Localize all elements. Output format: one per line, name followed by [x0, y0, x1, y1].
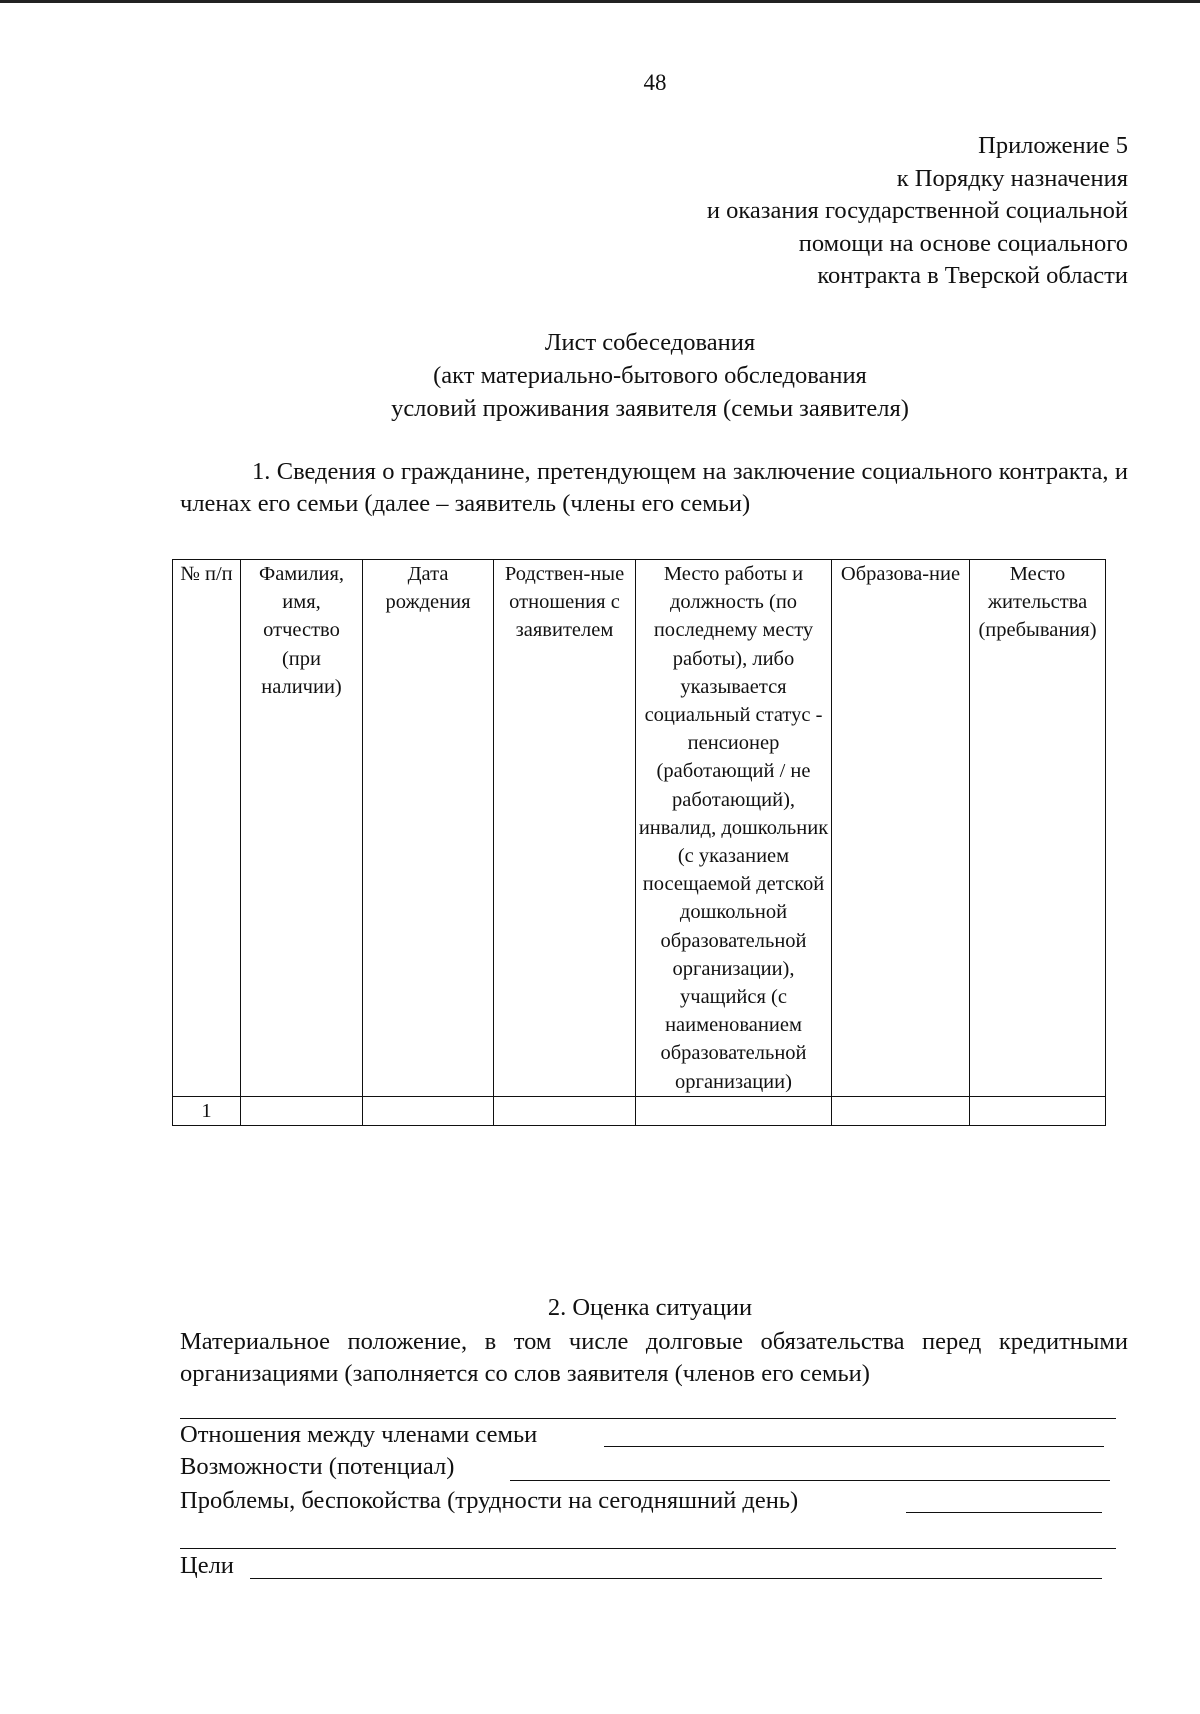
- title-line: условий проживания заявителя (семьи заявителя): [391, 395, 909, 422]
- appendix-line: к Порядку назначения: [896, 164, 1128, 192]
- appendix-line: контракта в Тверской области: [817, 262, 1128, 289]
- column-header-birth-date: Дата рождения: [363, 560, 494, 1097]
- family-members-table: [172, 559, 1106, 1126]
- fill-in-line[interactable]: [180, 1548, 1116, 1549]
- table-cell-number: 1: [173, 1096, 241, 1125]
- table-cell[interactable]: [494, 1096, 636, 1125]
- goals-label: Цели: [180, 1552, 234, 1579]
- section2-title: 2. Оценка ситуации: [547, 1294, 753, 1321]
- document-title: [170, 326, 1130, 425]
- page-number: 48: [643, 70, 667, 95]
- scan-top-edge: [0, 0, 1200, 3]
- table-cell[interactable]: [241, 1096, 363, 1125]
- fill-in-line[interactable]: [180, 1418, 1116, 1419]
- column-header-relationship: Родствен-ные отношения с заявителем: [494, 560, 636, 1097]
- potential-fill-line[interactable]: [510, 1480, 1110, 1481]
- section2-intro: Материальное положение, в том числе долговые обязательства перед кредитными организациями (заполняется со слов заявителя (членов его семьи): [180, 1328, 1128, 1387]
- title-line: Лист собеседования: [544, 329, 756, 356]
- table-cell[interactable]: [636, 1096, 832, 1125]
- column-header-workplace: Место работы и должность (по последнему месту работы), либо указывается социальный статус - пенсионер (работающий / не работающий), инвалид, дошкольник (с указанием посещаемой детской дошкольной образовательной организации), учащийся (с наименованием образовательной организации): [636, 560, 832, 1097]
- table-header-row: [173, 560, 1106, 1097]
- table-cell[interactable]: [363, 1096, 494, 1125]
- relations-fill-line[interactable]: [604, 1446, 1104, 1447]
- appendix-line: Приложение 5: [978, 132, 1128, 159]
- potential-label: Возможности (потенциал): [180, 1453, 455, 1480]
- title-line: (акт материально-бытового обследования: [433, 362, 867, 389]
- goals-fill-line[interactable]: [250, 1578, 1102, 1579]
- column-header-full-name: Фамилия, имя, отчество (при наличии): [241, 560, 363, 1097]
- appendix-header: [707, 130, 1128, 293]
- problems-fill-line[interactable]: [906, 1512, 1102, 1513]
- table-cell[interactable]: [832, 1096, 970, 1125]
- relations-label: Отношения между членами семьи: [180, 1421, 538, 1448]
- column-header-number: № п/п: [173, 560, 241, 1097]
- column-header-education: Образова-ние: [832, 560, 970, 1097]
- section1-heading: 1. Сведения о гражданине, претендующем на заключение социального контракта, и членах его семьи (далее – заявитель (члены его семьи): [180, 458, 1128, 517]
- appendix-line: и оказания государственной социальной: [706, 197, 1128, 224]
- table-cell[interactable]: [970, 1096, 1106, 1125]
- appendix-line: помощи на основе социального: [798, 229, 1128, 257]
- column-header-residence: Место жительства (пребывания): [970, 560, 1106, 1097]
- problems-label: Проблемы, беспокойства (трудности на сегодняшний день): [180, 1487, 799, 1514]
- table-row: [173, 1096, 1106, 1125]
